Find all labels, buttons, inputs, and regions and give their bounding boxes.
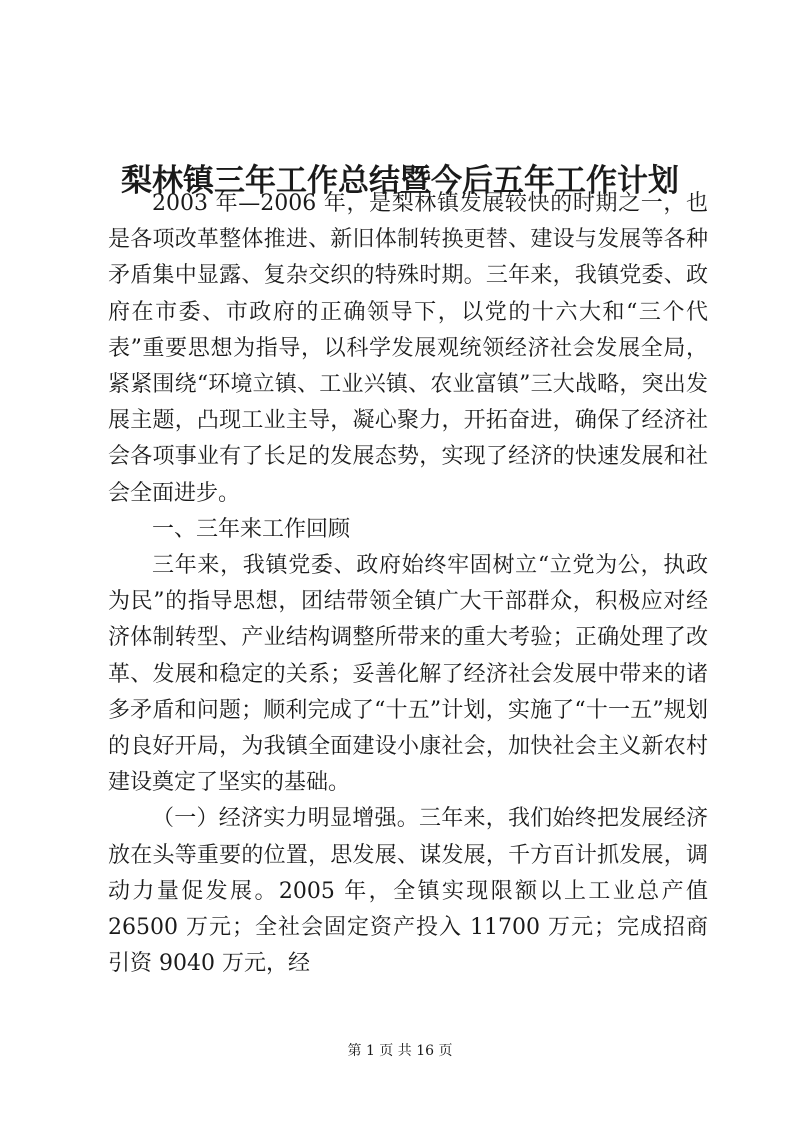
section-heading-review: 一、三年来工作回顾 (152, 516, 351, 542)
document-body (108, 186, 708, 982)
document-title: 梨林镇三年工作总结暨今后五年工作计划 (121, 162, 679, 199)
paragraph-economy: （一）经济实力明显增强。三年来，我们始终把发展经济放在头等重要的位置，思发展、谋发展，千方百计抓发展，调动力量促发展。2005 年，全镇实现限额以上工业总产值 26500 万元；全社会固定资产投入 11700 万元；完成招商引资 9040 万元，经 (108, 806, 708, 977)
page-footer: 第 1 页 共 16 页 (347, 1043, 453, 1059)
paragraph-review: 三年来，我镇党委、政府始终牢固树立“立党为公，执政为民”的指导思想，团结带领全镇广大干部群众，积极应对经济体制转型、产业结构调整所带来的重大考验；正确处理了改革、发展和稳定的关系；妥善化解了经济社会发展中带来的诸多矛盾和问题；顺利完成了“十五”计划，实施了“十一五”规划的良好开局，为我镇全面建设小康社会，加快社会主义新农村建设奠定了坚实的基础。 (108, 553, 708, 796)
paragraph-intro: 2003 年—2006 年，是梨林镇发展较快的时期之一，也是各项改革整体推进、新旧体制转换更替、建设与发展等各种矛盾集中显露、复杂交织的特殊时期。三年来，我镇党委、政府在市委、市政府的正确领导下，以党的十六大和“三个代表”重要思想为指导，以科学发展观统领经济社会发展全局，紧紧围绕“环境立镇、工业兴镇、农业富镇”三大战略，突出发展主题，凸现工业主导，凝心聚力，开拓奋进，确保了经济社会各项事业有了长足的发展态势，实现了经济的快速发展和社会全面进步。 (108, 191, 708, 506)
